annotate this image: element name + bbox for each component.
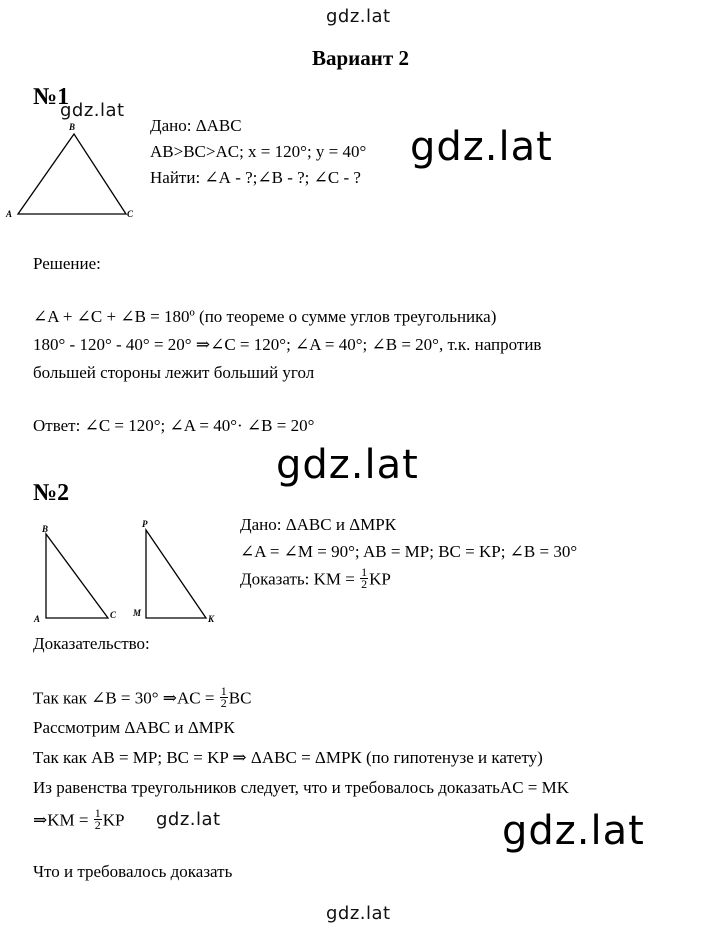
watermark-task2-big: gdz.lat xyxy=(502,808,645,854)
triangle-abc-right xyxy=(46,534,108,618)
task2-proof-label: Доказательство: xyxy=(33,634,150,653)
task2-proof-line3: Так как AB = MP; BC = KP ⇒ ΔАВС = ΔМРК (по гипотенузе и катету) xyxy=(33,748,543,767)
task2-proof-line4: Из равенства треугольников следует, что и требовалось доказатьAC = MK xyxy=(33,778,570,797)
task1-solution-line1: ∠A + ∠C + ∠B = 180º (по теореме о сумме углов треугольника) xyxy=(33,307,497,326)
task2-prove-line xyxy=(240,565,391,592)
task1-answer: Ответ: ∠C = 120°; ∠A = 40°· ∠B = 20° xyxy=(33,416,315,435)
fraction-one-half xyxy=(220,686,228,709)
task2-number: №2 xyxy=(33,480,70,506)
fraction-numerator: 1 xyxy=(220,684,227,698)
task2-proof-line1-prefix: Так как ∠B = 30° ⇒AC = xyxy=(33,688,219,708)
vertex-label-b: B xyxy=(69,122,76,132)
task1-given-line2: AB>BC>AC; х = 120°; у = 40° xyxy=(150,142,367,161)
task2-given-line2: ∠A = ∠M = 90°; AB = MP; BC = KP; ∠B = 30° xyxy=(240,542,578,561)
task1-number: №1 xyxy=(33,84,70,110)
vertex-label-a: A xyxy=(6,209,13,219)
fraction-numerator: 1 xyxy=(361,565,368,579)
vertex-label-c2: C xyxy=(110,610,117,620)
task2-proof-line1 xyxy=(33,684,252,711)
vertex-label-k: K xyxy=(208,614,215,624)
fraction-numerator: 1 xyxy=(94,806,101,820)
task2-proof-line5-prefix: ⇒KM = xyxy=(33,810,93,830)
task2-conclusion: Что и требовалось доказать xyxy=(33,862,233,881)
triangle-mpk-right xyxy=(146,530,206,618)
task1-solution-line3: большей стороны лежит больший угол xyxy=(33,363,315,382)
fraction-denominator: 2 xyxy=(94,818,101,832)
task2-proof-line2: Рассмотрим ΔАВС и ΔМРК xyxy=(33,718,235,737)
vertex-label-c: C xyxy=(127,209,134,219)
watermark-top: gdz.lat xyxy=(326,6,391,27)
watermark-task1-small: gdz.lat xyxy=(60,100,125,121)
task2-given-line1: Дано: ΔАВС и ΔМРК xyxy=(240,515,397,534)
vertex-label-b2: B xyxy=(42,524,49,534)
task2-prove-suffix: KP xyxy=(369,569,391,589)
task2-proof-line5 xyxy=(33,806,125,833)
task1-solution-line2: 180° - 120° - 40° = 20° ⇒∠C = 120°; ∠A = 40°; ∠B = 20°, т.к. напротив xyxy=(33,335,542,354)
watermark-middle-big: gdz.lat xyxy=(276,442,419,488)
fraction-one-half xyxy=(360,567,368,590)
vertex-label-m: M xyxy=(133,608,142,618)
task2-prove-prefix: Доказать: KM = xyxy=(240,569,360,589)
task2-proof-line5-suffix: KP xyxy=(102,810,125,830)
fraction-one-half xyxy=(94,808,102,831)
watermark-bottom: gdz.lat xyxy=(326,903,391,924)
task1-find-line: Найти: ∠А - ?;∠В - ?; ∠С - ? xyxy=(150,168,361,187)
fraction-denominator: 2 xyxy=(220,696,227,710)
watermark-task1-big: gdz.lat xyxy=(410,124,553,170)
page-title: Вариант 2 xyxy=(312,46,409,70)
vertex-label-p: P xyxy=(142,519,148,529)
triangle-abc-diagram xyxy=(4,120,144,224)
triangle-abc-shape xyxy=(18,134,126,214)
vertex-label-a2: A xyxy=(34,614,41,624)
task1-given-line1: Дано: ΔАВС xyxy=(150,116,242,135)
watermark-task2-small: gdz.lat xyxy=(156,809,221,830)
task1-solution-label: Решение: xyxy=(33,254,101,273)
triangles-abc-mpk-diagram xyxy=(28,518,228,624)
fraction-denominator: 2 xyxy=(361,577,368,591)
task2-proof-line1-suffix: BC xyxy=(228,688,252,708)
